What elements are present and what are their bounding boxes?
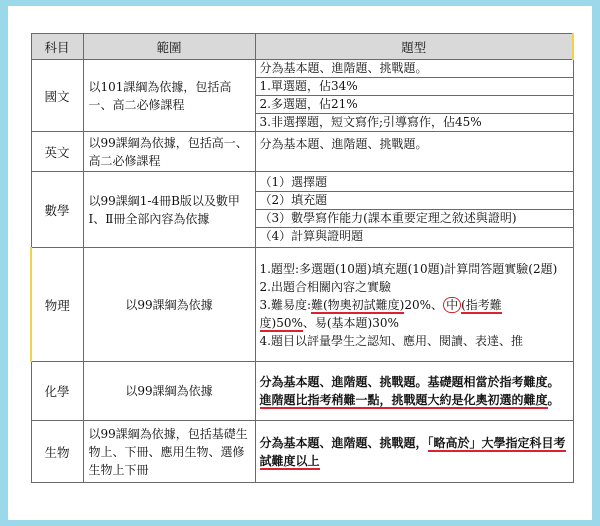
scope-cell: 以99課綱為依據 (83, 362, 255, 421)
text-fragment: 20%、 (404, 297, 444, 312)
types-cell (255, 132, 573, 172)
text-fragment: 3.難易度: (259, 297, 311, 312)
header-types: 題型 (255, 34, 573, 60)
types-line: 2.多選題，佔21% (256, 96, 573, 114)
types-line: 1.題型:多選題(10題)填充題(10題)計算問答題實驗(2題) (259, 261, 558, 276)
header-subject: 科目 (31, 34, 83, 60)
subject-cell: 國文 (31, 60, 83, 132)
types-line: （2）填充題 (256, 192, 573, 210)
table-row-physics (31, 248, 573, 362)
table-header-row (31, 34, 573, 60)
scope-cell: 以99課綱為依據 (83, 248, 255, 362)
table-row-english (31, 132, 573, 172)
scope-cell: 以99課綱為依據，包括基礎生物上、下冊、應用生物、選修生物上下冊 (83, 421, 255, 483)
exam-info-table (30, 33, 574, 483)
types-line: 1.單選題，佔34% (256, 78, 573, 96)
red-underlined-text: 「略高於」大學指定科目考試難度以上 (259, 435, 566, 468)
types-line: （3）數學寫作能力(課本重要定理之敘述與證明) (256, 210, 573, 228)
table-row-chemistry (31, 362, 573, 421)
scope-cell: 以99課綱1-4冊B版以及數甲Ⅰ、Ⅱ冊全部內容為依據 (83, 172, 255, 248)
text-fragment: 分為基本題、進階題、挑戰題。基礎題相當於指考難度。 (259, 375, 560, 389)
types-line: 4.題目以評量學生之認知、應用、閱讀、表達、推 (259, 333, 523, 348)
types-line: 3.非選擇題，短文寫作;引導寫作，佔45% (259, 115, 482, 129)
types-line: （1）選擇題 (256, 174, 573, 192)
table-row-math (31, 172, 573, 248)
subject-cell: 生物 (31, 421, 83, 483)
red-underlined-text: 進階題比指考稍難一點，挑戰題大約是化奧初選的難度 (259, 393, 548, 407)
table-row-chinese (31, 60, 573, 132)
types-cell (255, 60, 573, 132)
types-cell (255, 172, 573, 248)
red-circled-text: 中 (443, 297, 461, 313)
types-line: 分為基本題、進階題、挑戰題。 (259, 137, 428, 151)
table-row-biology (31, 421, 573, 483)
red-underlined-text: 難(物奧初試難度) (311, 297, 405, 312)
subject-cell: 英文 (31, 132, 83, 172)
red-underlined-text: 50% (276, 315, 303, 330)
types-line (256, 296, 573, 332)
document-page (8, 6, 592, 520)
scope-cell: 以99課綱為依據，包括高一、高二必修課程 (83, 132, 255, 172)
text-fragment: 。 (547, 393, 560, 407)
types-cell (255, 421, 573, 483)
red-underlined-text: 度) (259, 315, 277, 330)
subject-cell: 物理 (31, 248, 83, 362)
text-fragment: 分為基本題、進階題、挑戰題， (259, 435, 428, 450)
scope-cell: 以101課綱為依據，包括高一、高二必修課程 (83, 60, 255, 132)
text-fragment: 、易(基本題)30% (302, 315, 399, 330)
header-scope: 範圍 (83, 34, 255, 60)
types-line: 2.出題合相關內容之實驗 (259, 279, 391, 294)
red-underlined-text: (指考難 (461, 297, 502, 312)
types-cell (255, 362, 573, 421)
subject-cell: 數學 (31, 172, 83, 248)
types-paragraph (256, 373, 573, 409)
types-cell (255, 248, 573, 362)
types-line: 分為基本題、進階題、挑戰題。 (256, 60, 573, 78)
types-line: （4）計算與證明題 (259, 229, 364, 243)
types-paragraph (256, 434, 573, 470)
subject-cell: 化學 (31, 362, 83, 421)
